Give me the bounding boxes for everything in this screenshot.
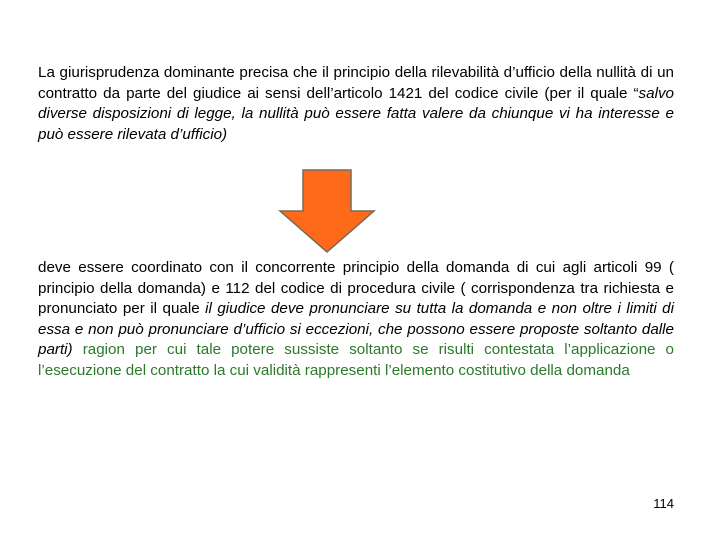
down-arrow-icon [278, 169, 376, 253]
intro-paragraph [38, 63, 674, 145]
conclusion-paragraph [38, 258, 674, 382]
intro-text: La giurisprudenza dominante precisa che il principio della rilevabilità d’ufficio della nullità di un contratto da parte del giudice ai sensi dell’articolo 1421 del codice civile (per il quale “ [38, 64, 674, 102]
conclusion-text: deve essere coordinato con il concorrente principio della domanda di cui agli articoli 99 ( principio della domanda) e 112 del codice di procedura civile ( corrispondenza tra richiesta e pronunciato per il quale [38, 259, 674, 318]
conclusion-italic-text: il giudice deve pronunciare su tutta la domanda e non oltre i limiti di essa e non può pronunciare d’ufficio si eccezioni, che possono essere proposte soltanto dalle parti) [38, 300, 674, 359]
intro-italic-quote: salvo diverse disposizioni di legge, la nullità può essere fatta valere da chiunque vi ha interesse e può essere rilevata d’ufficio) [38, 84, 674, 143]
down-arrow-shape [280, 170, 374, 252]
conclusion-highlight-text: ragion per cui tale potere sussiste soltanto se risulti contestata l’applicazione o l’esecuzione del contratto la cui validità rappresenti l’elemento costitutivo della domanda [38, 341, 674, 379]
page-number: 114 [653, 496, 674, 511]
